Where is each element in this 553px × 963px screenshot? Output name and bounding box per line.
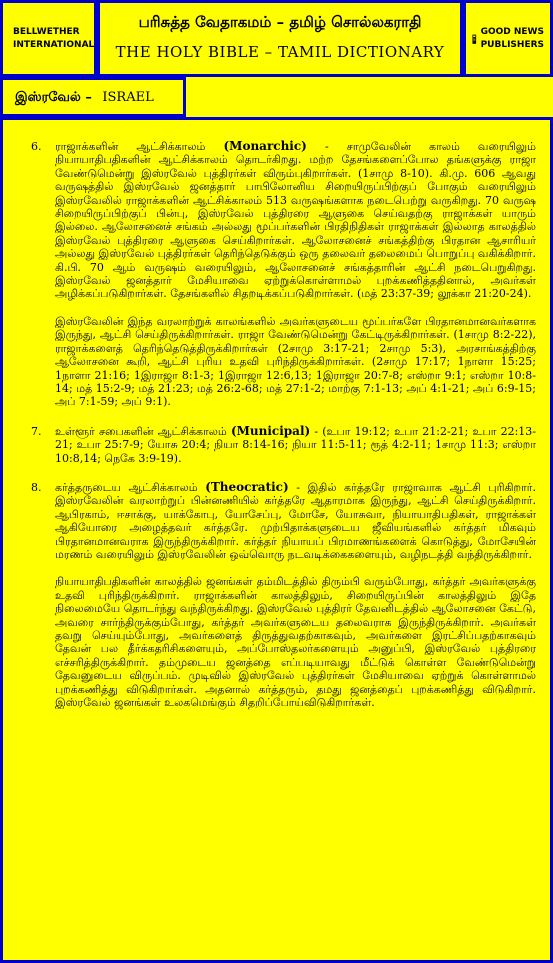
list-item xyxy=(25,140,536,409)
definition-list xyxy=(25,140,536,725)
item-paragraph xyxy=(55,425,536,465)
list-item xyxy=(25,481,536,710)
good-news-logo-icon xyxy=(472,14,477,64)
item-number: 6. xyxy=(31,140,42,153)
list-item xyxy=(25,425,536,465)
publisher-logo-left xyxy=(0,0,97,77)
item-heading-english: (Monarchic) xyxy=(223,139,307,153)
item-paragraph-text: - சாமுவேலின் காலம் வரையிலும் நியாயாதிபதிகளின் ஆட்சிக்காலம் தொடர்கிறது. மற்ற தேசங்களைப்போல தங்களுக்கு ராஜா வேண்டுமென்று இஸ்ரவேல் புத்திரர்கள் விரும்புகிறார்கள். (1சாமு 8-10). கி.மு. 606 ஆவது வருஷத்தில் இஸ்ரவேல் ஜனத்தார் பாபிலோனிய சிறையிருப்பிற்குப் போகும் வரையிலும் இஸ்ரவேலில் ராஜாக்களின் ஆட்சிக்காலம் 513 வருஷங்களாக நடைபெற்று வருகிறது. 70 வருஷ சிறையிருப்பிற்குப் பின்பு, இஸ்ரவேல் புத்திரரை ஆளுகை செய்வதற்கு ராஜாக்கள் யாரும் இல்லை. ஆலோசனைச் சங்கம் அல்லது மூப்பர்களின் பிரதிநிதிகள் ராஜாக்கள் இல்லாத காலத்தில் இஸ்ரவேல் புத்திரரை ஆளுகை செய்கிறார்கள். ஆலோசனைச் சங்கத்திற்கு பிரதான ஆசாரியர் அல்லது இஸ்ரவேல் புத்திரர்கள் தெரிந்தெடுக்கும் ஒரு தலைவர் தலைமைப் பொறுப்பு வகிக்கிறார். கி.பி. 70 ஆம் வருஷம் வரையிலும், ஆலோசனைச் சங்கத்தாரின் ஆட்சி நடைபெறுகிறது. இஸ்ரவேல் ஜனத்தார் மேசியாவை ஏற்றுக்கொள்ளாமல் புறக்கணித்ததினால், அவர்கள் அழிக்கப்படுகிறார்கள். தேசங்களில் சிதறடிக்கப்படுகிறார்கள். (மத் 23:37-39; லூக்கா 21:20-24). xyxy=(55,140,536,301)
section-title-english: ISRAEL xyxy=(102,90,154,105)
item-paragraph xyxy=(55,140,536,301)
publisher-logo-right xyxy=(463,0,553,77)
item-number: 8. xyxy=(31,480,42,494)
item-heading-tamil: கர்த்தருடைய ஆட்சிக்காலம் xyxy=(55,480,198,494)
section-title-tamil: இஸ்ரவேல் xyxy=(15,90,81,105)
left-logo-line-1: BELLWETHER xyxy=(13,26,80,37)
item-paragraph-text: நியாயாதிபதிகளின் காலத்தில் ஜனங்கள் தம்மிடத்தில் திரும்பி வரும்போது, கர்த்தர் அவர்களுக்கு உதவி புரிந்திருக்கிறார். ராஜாக்களின் காலத்திலும், சிறையிருப்பின் காலத்திலும் இதே நிலைமையே தொடர்ந்து வந்திருக்கிறது. இஸ்ரவேல் புத்திரர் தேவனிடத்தில் ஆலோசனை கேட்டு, அவரை சார்ந்திருக்கும்போது, கர்த்தர் அவர்களுடைய தலைவராக இருந்திருக்கிறார். அவர்கள் தவறு செய்யும்போது, அவர்களைத் திருத்துவதற்காகவும், அவர்களை இரட்சிப்பதற்காகவும் தேவன் பல தீர்க்கதரிசிகளையும், அப்போஸ்தலர்களையும் அனுப்பி, இஸ்ரவேல் புத்திரரை எச்சரித்திருக்கிறார். தம்முடைய ஜனத்தை எப்படியாவது மீட்டுக் கொள்ள வேண்டுமென்று தேவனுடைய விருப்பம். முடிவில் இஸ்ரவேல் புத்திரர்கள் மேசியாவை ஏற்றுக் கொள்ளாமல் புறக்கணித்து விடுகிறார்கள். அதனால் கர்த்தரும், தமது ஜனத்தைப் புறக்கணித்து விடுகிறார். இஸ்ரவேல் ஜனங்கள் உலகமெங்கும் சிதறிப்போய்விடுகிறார்கள். xyxy=(55,575,536,710)
item-heading-english: (Theocratic) xyxy=(205,479,289,494)
main-content xyxy=(0,117,553,963)
item-number: 7. xyxy=(31,424,42,438)
item-heading-tamil: உள்ளூர் சபைகளின் ஆட்சிக்காலம் xyxy=(55,424,227,438)
section-heading-box xyxy=(0,77,186,117)
right-logo-line-2: PUBLISHERS xyxy=(480,39,544,50)
item-paragraph-text: இஸ்ரவேலின் இந்த வரலாற்றுக் காலங்களில் அவர்களுடைய மூப்பர்களே பிரதானமானவர்களாக இருந்து, ஆட்சி செய்திருக்கிறார்கள். ராஜா வேண்டுமென்று கேட்டிருக்கிறார்கள். (1சாமு 8:2-22), ராஜாக்களைத் தெரிந்தெடுத்திருக்கிறார்கள் (2சாமு 3:17-21; 2சாமு 5:3), அரசாங்கத்திற்கு ஆலோசனை கூறி, ஆட்சி புரிய உதவி புரிந்திருக்கிறார்கள். (2சாமு 17:17; 1நாளா 15:25; 1நாளா 21:16; 1இராஜா 8:1-3; 1இராஜா 12:6,13; 1இராஜா 20:7-8; எஸ்றா 9:1; எஸ்றா 10:8-14; மத் 15:2-9; மத் 21:23; மத் 26:2-68; மத் 27:1-2; மாற்கு 7:1-13; அப் 4:1-21; அப் 6:9-15; அப் 7:1-59; அப் 9:1). xyxy=(55,314,536,409)
section-separator: – xyxy=(85,90,92,105)
title-english: THE HOLY BIBLE – TAMIL DICTIONARY xyxy=(115,43,445,61)
title-banner xyxy=(97,0,463,77)
item-paragraph-text: - இதில் கர்த்தரே ராஜாவாக ஆட்சி புரிகிறார். இஸ்ரவேலின் வரலாற்றுப் பின்னணியில் கர்த்தரே ஆதாரமாக இருந்து, ஆட்சி செய்திருக்கிறார். ஆபிரகாம், ஈசாக்கு, யாக்கோபு, யோசேப்பு, மோசே, யோசுவா, நியாயாதிபதிகள், ராஜாக்கள் ஆகியோரை அழைத்தவர் கர்த்தரே. முற்பிதாக்களுடைய ஜீவியங்களில் கர்த்தர் மிகவும் பிரதானமானவராக இருந்திருக்கிறார். கர்த்தர் நியாயப் பிரமாணங்களைக் கொடுத்து, மோசேயின் மரணம் வரையிலும் இஸ்ரவேலின் ஒவ்வொரு நடவடிக்கைகளையும், வழிநடத்தி வந்திருக்கிறார். xyxy=(55,480,537,561)
left-logo-line-2: INTERNATIONAL xyxy=(13,39,95,50)
item-paragraph xyxy=(55,481,536,561)
section-heading xyxy=(15,90,154,106)
item-paragraph-text: - (உபா 19:12; உபா 21:2-21; உபா 22:13-21; உபா 25:7-9; யோசு 20:4; நியா 8:14-16; நியா 11:5-11; ரூத் 4:2-11; 1சாமு 11:3; எஸ்றா 10:8,14; நெகே 3:9-19). xyxy=(55,424,537,465)
right-logo-line-1: GOOD NEWS xyxy=(480,26,544,37)
title-tamil: பரிசுத்த வேதாகமம் – தமிழ் சொல்லகராதி xyxy=(138,13,422,31)
item-heading-tamil: ராஜாக்களின் ஆட்சிக்காலம் xyxy=(55,140,206,153)
item-heading-english: (Municipal) xyxy=(230,423,311,438)
